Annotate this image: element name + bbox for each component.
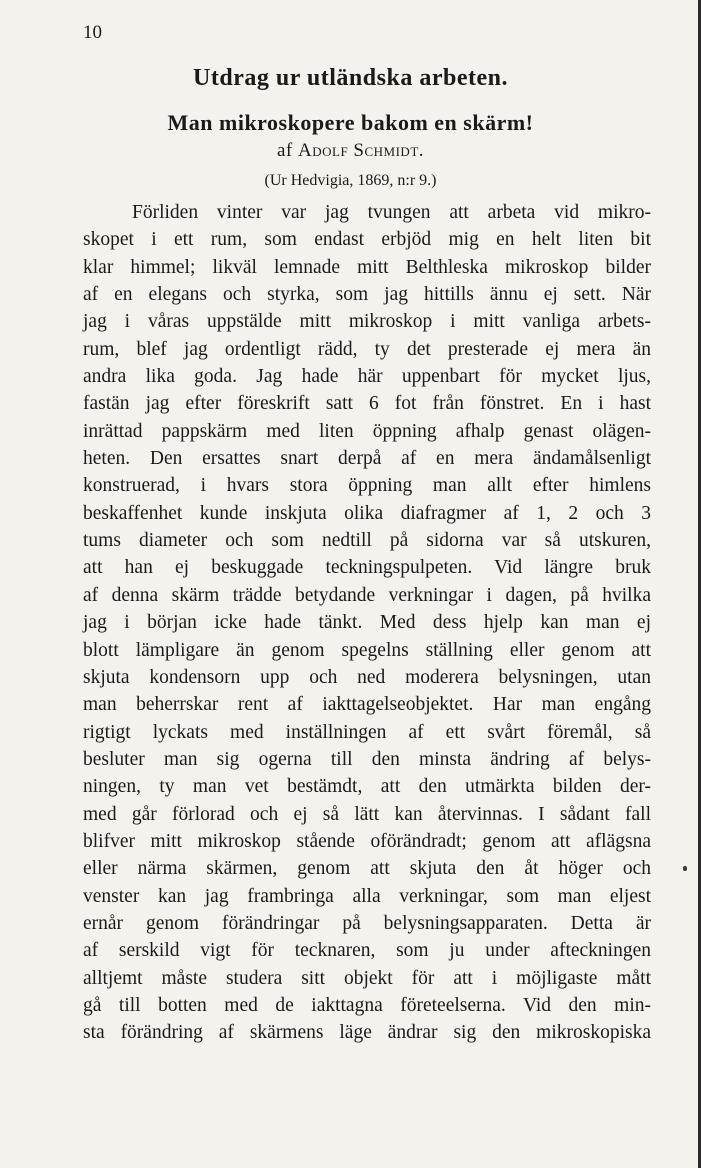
text-line: inrättad pappskärm med liten öppning afhalp genast olägen- — [83, 420, 651, 442]
text-line: konstruerad, i hvars stora öppning man allt efter himlens — [83, 475, 651, 497]
text-line: heten. Den ersattes snart derpå af en mera ändamålsenligt — [83, 448, 651, 470]
article-title: Man mikroskopere bakom en skärm! — [167, 110, 534, 135]
text-line: af serskild vigt för tecknaren, som ju under afteckningen — [83, 940, 651, 962]
text-line: klar himmel; likväl lemnade mitt Belthleska mikroskop bilder — [83, 256, 651, 278]
byline-prefix: af — [276, 140, 293, 161]
text-line: fastän jag efter föreskrift satt 6 fot från fönstret. En i hast — [83, 393, 651, 415]
text-line: eller närma skärmen, genom att skjuta den åt höger och — [83, 858, 651, 880]
text-line: beskaffenhet kunde inskjuta olika diafragmer af 1, 2 och 3 — [83, 502, 651, 524]
text-line: skjuta kondensorn upp och ned moderera belysningen, utan — [83, 666, 651, 688]
text-line: andra lika goda. Jag hade här uppenbart för mycket ljus, — [83, 366, 651, 388]
author-name: Adolf Schmidt. — [298, 140, 425, 161]
byline — [0, 139, 701, 163]
text-line: ernår genom förändringar på belysningsapparaten. Detta är — [83, 912, 651, 934]
print-speck — [683, 866, 687, 871]
section-title: Utdrag ur utländska arbeten. — [193, 65, 508, 91]
text-line: Förliden vinter var jag tvungen att arbeta vid mikro- — [132, 202, 651, 223]
text-line: alltjemt måste studera sitt objekt för att i möjligaste mått — [83, 967, 651, 989]
text-line: gå till botten med de iakttagna företeelserna. Vid den min- — [83, 994, 651, 1016]
source-citation: (Ur Hedvigia, 1869, n:r 9.) — [264, 172, 437, 189]
text-line: ningen, ty man vet bestämdt, att den utmärkta bilden der- — [83, 776, 651, 798]
text-line: af en elegans och styrka, som jag hittills ännu ej sett. När — [83, 284, 651, 306]
text-line: jag i våras uppstälde mitt mikroskop i mitt vanliga arbets- — [83, 311, 651, 333]
text-line: blott lämpligare än genom spegelns ställning eller genom att — [83, 639, 651, 661]
text-line: tums diameter och som nedtill på sidorna var så utskuren, — [83, 530, 651, 552]
text-line: man beherrskar rent af iakttagelseobjektet. Har man engång — [83, 694, 651, 716]
body-paragraph — [83, 199, 651, 1047]
text-line: att han ej beskuggade teckningspulpeten. Vid längre bruk — [83, 557, 651, 579]
text-line: af denna skärm trädde betydande verkningar i dagen, på hvilka — [83, 584, 651, 606]
text-line: skopet i ett rum, som endast erbjöd mig en helt liten bit — [83, 229, 651, 251]
text-line: rum, blef jag ordentligt rädd, ty det presterade ej mera än — [83, 338, 651, 360]
text-line: blifver mitt mikroskop stående oförändradt; genom att aflägsna — [83, 830, 651, 852]
text-line: venster kan jag frambringa alla verkningar, som man eljest — [83, 885, 651, 907]
text-line: med går förlorad och ej så lätt kan återvinnas. I sådant fall — [83, 803, 651, 825]
text-line: rigtigt lyckats med inställningen af ett svårt föremål, så — [83, 721, 651, 743]
text-line: besluter man sig ogerna till den minsta ändring af belys- — [83, 748, 651, 770]
text-line: jag i början icke hade tänkt. Med dess hjelp kan man ej — [83, 612, 651, 634]
page-number: 10 — [83, 22, 102, 43]
text-line: sta förändring af skärmens läge ändrar sig den mikroskopiska — [83, 1022, 651, 1044]
